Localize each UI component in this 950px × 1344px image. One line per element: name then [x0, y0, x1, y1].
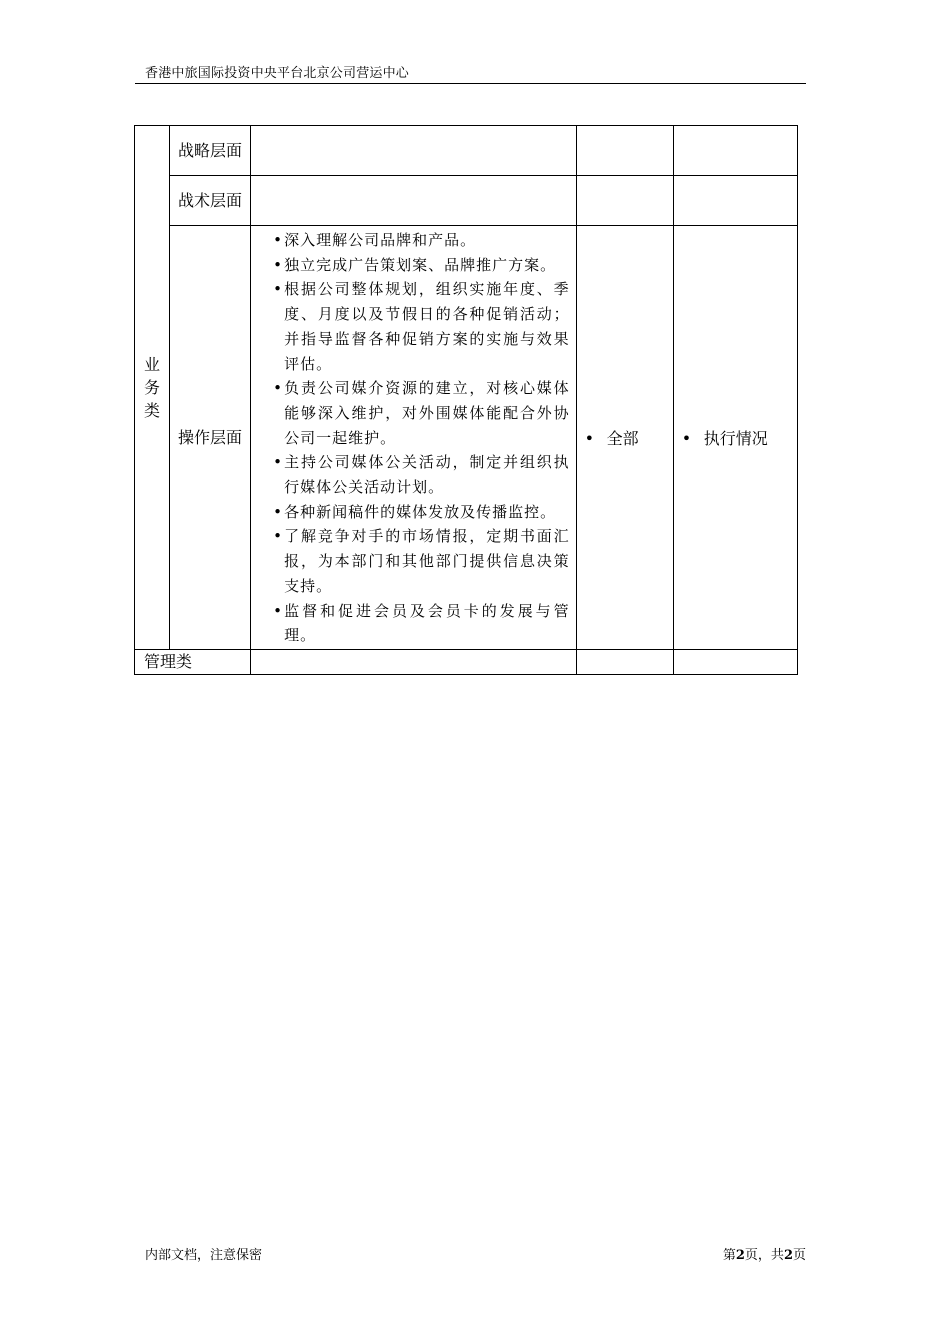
bullet-icon: • [681, 428, 692, 448]
table-row-operation [135, 226, 798, 650]
tactic-tasks-cell [251, 176, 576, 226]
page-mid: 页，共 [744, 1248, 784, 1263]
operation-report-text: 执行情况 [703, 428, 768, 448]
list-item: • 各种新闻稿件的媒体发放及传播监控。 [273, 500, 569, 525]
management-scope-cell [576, 649, 673, 674]
responsibility-table [134, 125, 798, 675]
page-prefix: 第 [722, 1248, 736, 1263]
document-header-title: 香港中旅国际投资中央平台北京公司营运中心 [145, 66, 410, 81]
page-suffix: 页 [792, 1248, 806, 1263]
list-item: • 负责公司媒介资源的建立，对核心媒体能够深入维护，对外围媒体能配合外协公司一起维护。 [273, 376, 569, 450]
footer-page-number [723, 1248, 806, 1264]
operation-tasks-cell [251, 226, 576, 650]
category-business-char-3: 类 [144, 400, 161, 420]
level-strategy-label: 战略层面 [170, 126, 251, 176]
table-row-management [135, 649, 798, 674]
list-item: • 主持公司媒体公关活动，制定并组织执行媒体公关活动计划。 [273, 450, 569, 499]
level-tactic-label: 战术层面 [170, 176, 251, 226]
strategy-report-cell [673, 126, 797, 176]
table-row-tactic [135, 176, 798, 226]
operation-report-cell [673, 226, 797, 650]
list-item: • 根据公司整体规划，组织实施年度、季度、月度以及节假日的各种促销活动；并指导监督各种促销方案的实施与效果评估。 [273, 277, 569, 376]
page-current: 2 [735, 1248, 745, 1263]
category-business-cell [135, 126, 170, 650]
operation-scope-text: 全部 [606, 428, 639, 448]
level-operation-label: 操作层面 [170, 226, 251, 650]
operation-task-list [251, 226, 575, 649]
list-item: • 独立完成广告策划案、品牌推广方案。 [273, 253, 569, 278]
category-management-label: 管理类 [135, 649, 251, 674]
operation-scope-cell [576, 226, 673, 650]
header-divider [135, 83, 806, 84]
strategy-scope-cell [576, 126, 673, 176]
list-item: • 了解竞争对手的市场情报，定期书面汇报，为本部门和其他部门提供信息决策支持。 [273, 524, 569, 598]
list-item: • 监督和促进会员及会员卡的发展与管理。 [273, 599, 569, 648]
bullet-icon: • [584, 428, 595, 448]
footer-confidential-note: 内部文档，注意保密 [145, 1248, 263, 1263]
strategy-tasks-cell [251, 126, 576, 176]
management-tasks-cell [251, 649, 576, 674]
tactic-scope-cell [576, 176, 673, 226]
table-row-strategy [135, 126, 798, 176]
category-business-char-2: 务 [144, 377, 161, 397]
list-item: • 深入理解公司品牌和产品。 [273, 228, 569, 253]
tactic-report-cell [673, 176, 797, 226]
management-report-cell [673, 649, 797, 674]
page-total: 2 [783, 1248, 793, 1263]
category-business-char-1: 业 [144, 354, 161, 374]
